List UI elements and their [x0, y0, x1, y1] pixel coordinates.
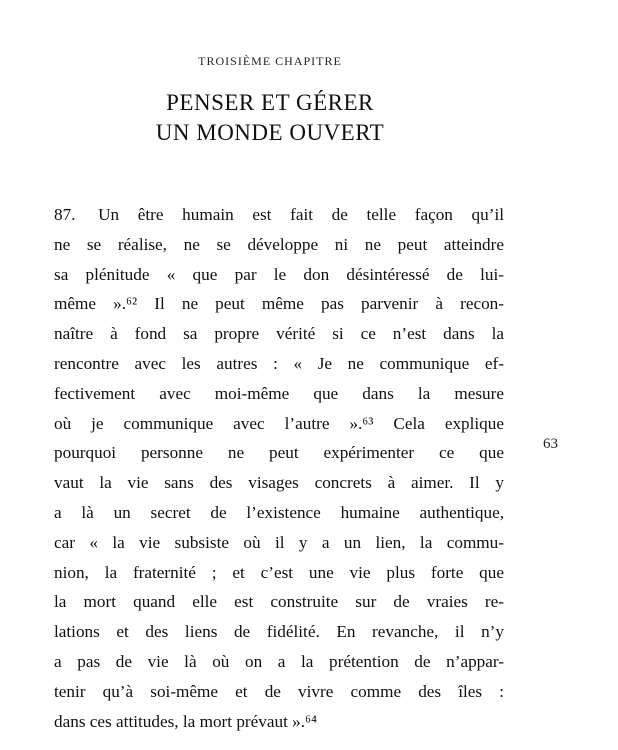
chapter-title: [0, 88, 540, 148]
text-line-16: a pas de vie là où on a la prétention de n’appar-: [54, 651, 504, 671]
chapter-title-line-2: UN MONDE OUVERT: [155, 120, 385, 145]
text-line-5: naître à fond sa propre vérité si ce n’est dans la: [54, 324, 504, 344]
chapter-title-line-1: PENSER ET GÉRER: [166, 90, 374, 115]
paragraph-87: [54, 200, 504, 736]
paragraph-number: 87.: [54, 205, 76, 224]
page-number: 63: [543, 436, 558, 452]
text-line-13: nion, la fraternité ; et c’est une vie plus forte que: [54, 562, 504, 582]
text-line-14: la mort quand elle est construite sur de vraies re-: [54, 592, 504, 612]
text-line-6: rencontre avec les autres : « Je ne communique ef-: [54, 353, 504, 373]
text-line-17: tenir qu’à soi-même et de vivre comme des îles :: [54, 681, 504, 701]
text-line-4: même ».⁶² Il ne peut même pas parvenir à recon-: [54, 294, 504, 314]
text-line-9: pourquoi personne ne peut expérimenter ce que: [54, 443, 504, 463]
text-line-8: où je communique avec l’autre ».⁶³ Cela explique: [54, 413, 504, 433]
text-line-11: a là un secret de l’existence humaine authentique,: [54, 502, 504, 522]
text-line-3: sa plénitude « que par le don désintéressé de lui-: [54, 264, 504, 284]
text-line-18: dans ces attitudes, la mort prévaut ».⁶⁴: [54, 711, 318, 731]
text-line-7: fectivement avec moi-même que dans la mesure: [54, 383, 504, 403]
chapter-label: TROISIÈME CHAPITRE: [198, 54, 342, 68]
text-line-1: 87. Un être humain est fait de telle façon qu’il: [54, 205, 504, 224]
text-line-2: ne se réalise, ne se développe ni ne peut atteindre: [54, 234, 504, 254]
text-line-15: lations et des liens de fidélité. En revanche, il n’y: [54, 622, 504, 642]
text-line-10: vaut la vie sans des visages concrets à aimer. Il y: [54, 473, 504, 493]
text-line-12: car « la vie subsiste où il y a un lien, la commu-: [54, 532, 504, 552]
